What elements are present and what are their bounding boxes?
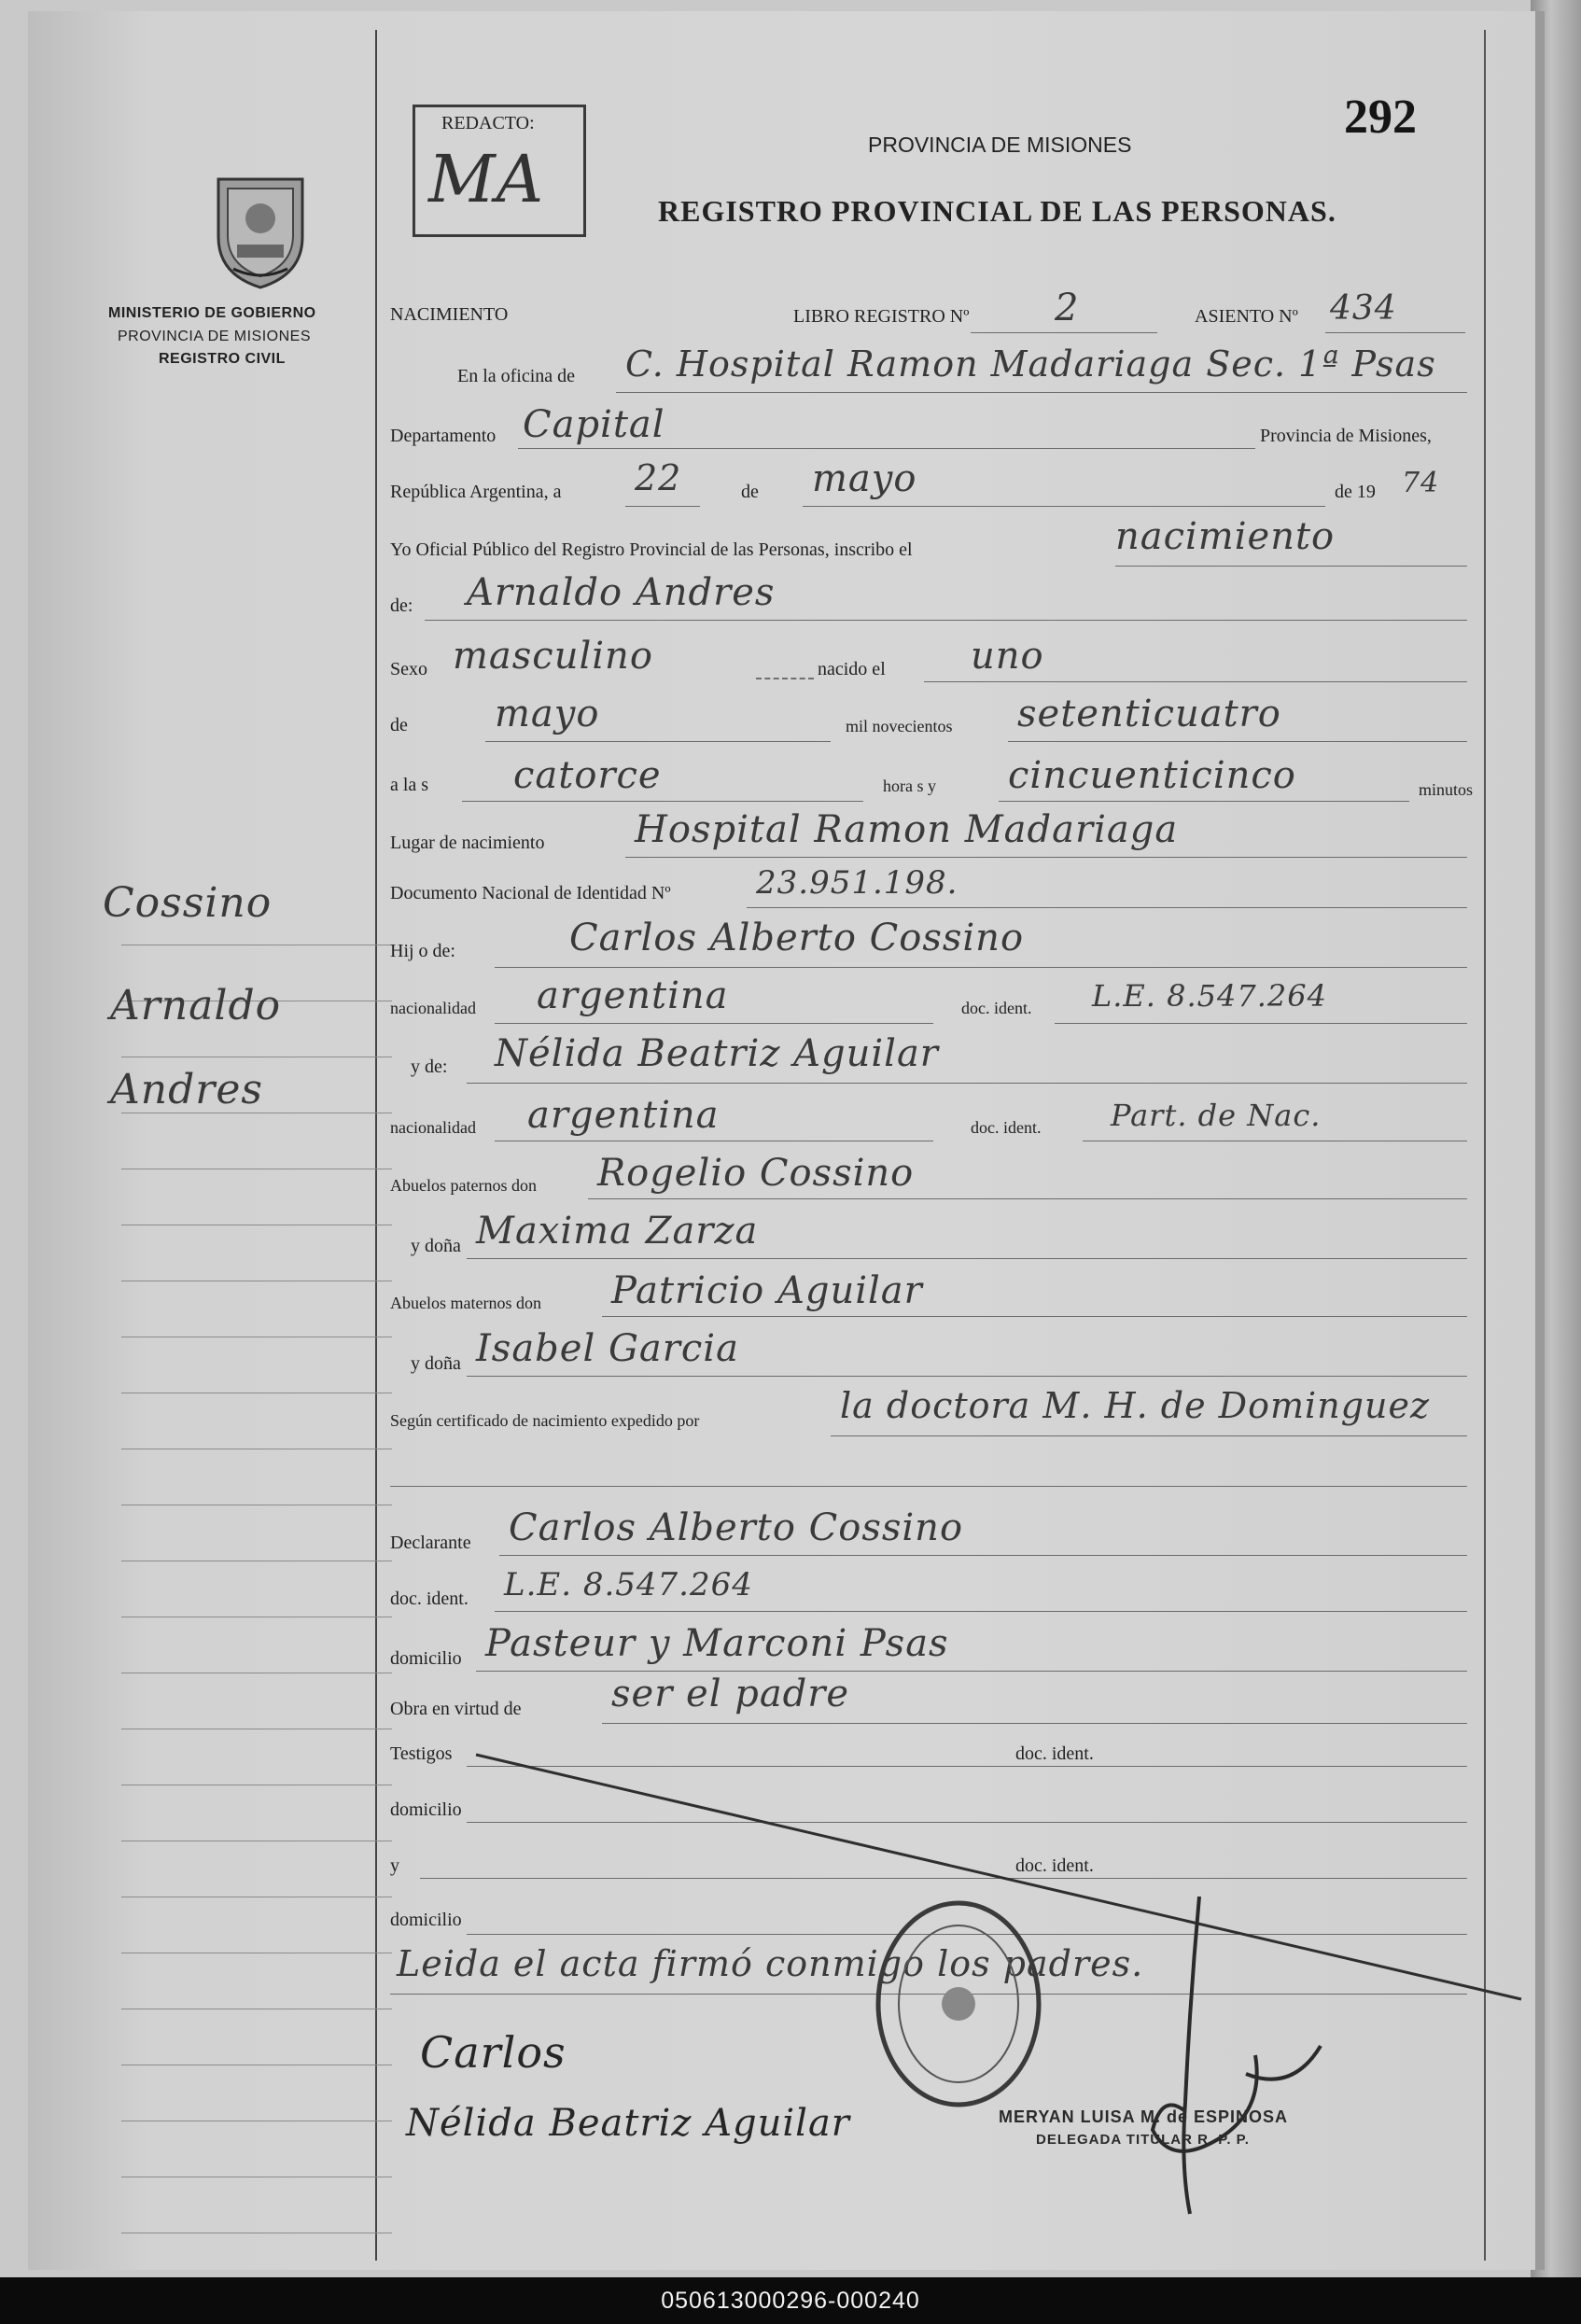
form-rule — [476, 1671, 1467, 1672]
abuelo-paterno-value: Rogelio Cossino — [597, 1152, 915, 1195]
abuela-materna-value: Isabel Garcia — [476, 1327, 739, 1370]
y-dona-2-label: y doña — [411, 1353, 461, 1374]
oficina-label: En la oficina de — [457, 366, 576, 386]
form-rule — [625, 506, 700, 507]
y-de-label: y de: — [411, 1057, 448, 1077]
asiento-label: ASIENTO Nº — [1195, 306, 1298, 327]
page — [28, 11, 1545, 2270]
margin-note-middle-name: Andres — [110, 1066, 263, 1113]
form-rule — [499, 1555, 1467, 1556]
abuelo-materno-value: Patricio Aguilar — [611, 1269, 923, 1312]
declarante-value: Carlos Alberto Cossino — [509, 1506, 964, 1549]
margin-note-surname: Cossino — [103, 879, 273, 927]
form-rule — [1008, 741, 1467, 742]
form-rule — [602, 1316, 1467, 1317]
official-title: DELEGADA TITULAR R. P. P. — [1036, 2132, 1250, 2148]
province-seal-icon — [205, 172, 315, 291]
ministry-line-2: PROVINCIA DE MISIONES — [118, 329, 311, 344]
dia-value: 22 — [635, 457, 682, 498]
de-nombre-label: de: — [390, 595, 413, 616]
lugar-label: Lugar de nacimiento — [390, 833, 545, 853]
departamento-value: Capital — [523, 403, 665, 446]
obra-label: Obra en virtud de — [390, 1699, 522, 1719]
nacimiento-heading: NACIMIENTO — [390, 304, 509, 325]
signature-father: Carlos — [420, 2027, 567, 2078]
abuelos-maternos-label: Abuelos maternos don — [390, 1294, 541, 1312]
nacionalidad-1-value: argentina — [537, 974, 729, 1017]
alas-label: a la s — [390, 775, 429, 795]
nacido-value: uno — [971, 635, 1044, 678]
form-rule — [803, 506, 1325, 507]
sexo-value: masculino — [453, 635, 653, 678]
form-rule — [467, 1376, 1467, 1377]
dni-value: 23.951.198. — [756, 864, 958, 902]
form-rule — [831, 1435, 1467, 1436]
domicilio-testigo-2-label: domicilio — [390, 1910, 462, 1930]
hora-label: hora s y — [883, 777, 936, 795]
column-line — [375, 30, 377, 2261]
ministry-line-3: REGISTRO CIVIL — [159, 351, 286, 367]
province-title: PROVINCIA DE MISIONES — [868, 133, 1132, 157]
oficina-value: C. Hospital Ramon Madariaga Sec. 1ª Psas — [625, 343, 1436, 385]
form-rule — [588, 1198, 1467, 1199]
nacionalidad-1-label: nacionalidad — [390, 999, 476, 1017]
redacto-initials: MA — [428, 141, 545, 217]
nombre-value: Arnaldo Andres — [467, 571, 776, 614]
form-rule — [495, 1611, 1467, 1612]
form-rule — [425, 620, 1467, 621]
doc-2-value: Part. de Nac. — [1111, 1098, 1322, 1133]
nacionalidad-2-value: argentina — [527, 1094, 720, 1137]
y-testigo-label: y — [390, 1855, 399, 1876]
oficial-label: Yo Oficial Público del Registro Provincial de las Personas, inscribo el — [390, 539, 913, 560]
form-rule — [495, 1023, 933, 1024]
anio-label: de 19 — [1335, 482, 1376, 502]
segun-certificado-value: la doctora M. H. de Dominguez — [840, 1385, 1430, 1426]
margin-note-first-name: Arnaldo — [110, 982, 282, 1029]
asiento-value: 434 — [1330, 289, 1397, 328]
doc-1-value: L.E. 8.547.264 — [1092, 978, 1327, 1014]
obra-value: ser el padre — [611, 1673, 850, 1715]
form-rule — [602, 1723, 1467, 1724]
form-rule — [747, 907, 1467, 908]
departamento-label: Departamento — [390, 426, 497, 446]
segun-certificado-label: Según certificado de nacimiento expedido por — [390, 1411, 700, 1430]
form-rule — [1115, 566, 1467, 567]
nacido-label: nacido el — [818, 659, 886, 679]
abuela-paterna-value: Maxima Zarza — [476, 1210, 759, 1253]
minutos-label: minutos — [1419, 780, 1474, 799]
testigos-label: Testigos — [390, 1743, 453, 1764]
nacionalidad-2-label: nacionalidad — [390, 1118, 476, 1137]
y-dona-1-label: y doña — [411, 1236, 461, 1256]
mes2-value: mayo — [495, 693, 600, 735]
form-rule — [467, 1083, 1467, 1084]
leida-el-acta-value: Leida el acta firmó conmigo los padres. — [397, 1943, 1144, 1984]
domicilio-testigo-1-label: domicilio — [390, 1799, 462, 1820]
form-rule — [1055, 1023, 1467, 1024]
minutos-value: cincuenticinco — [1008, 754, 1296, 797]
form-rule — [616, 392, 1467, 393]
madre-value: Nélida Beatriz Aguilar — [495, 1032, 939, 1075]
doc-declarante-label: doc. ident. — [390, 1589, 469, 1609]
libro-label: LIBRO REGISTRO Nº — [793, 306, 970, 327]
hora-value: catorce — [513, 754, 662, 797]
lugar-value: Hospital Ramon Madariaga — [635, 808, 1179, 851]
form-rule — [467, 1258, 1467, 1259]
form-rule — [462, 801, 863, 802]
form-rule — [971, 332, 1157, 333]
hijo-label: Hij o de: — [390, 941, 455, 961]
form-rule — [999, 801, 1409, 802]
page-number: 292 — [1344, 91, 1417, 144]
registry-title: REGISTRO PROVINCIAL DE LAS PERSONAS. — [658, 194, 1336, 228]
anio-words-value: setenticuatro — [1017, 693, 1281, 735]
abuelos-paternos-label: Abuelos paternos don — [390, 1176, 537, 1195]
form-rule — [924, 681, 1467, 682]
form-rule — [495, 967, 1467, 968]
redacto-box — [413, 105, 586, 237]
doc-testigo-1-label: doc. ident. — [1015, 1743, 1094, 1764]
doc-2-label: doc. ident. — [971, 1118, 1042, 1137]
form-rule — [518, 448, 1255, 449]
provincia-suffix: Provincia de Misiones, — [1260, 426, 1432, 446]
official-name: MERYAN LUISA M. de ESPINOSA — [999, 2107, 1289, 2126]
signature-mother: Nélida Beatriz Aguilar — [406, 2102, 850, 2145]
mil-novecientos-label: mil novecientos — [846, 717, 953, 735]
mes-value: mayo — [812, 457, 917, 500]
form-rule — [390, 1486, 1467, 1487]
anio-value: 74 — [1402, 467, 1440, 499]
doc-declarante-value: L.E. 8.547.264 — [504, 1566, 753, 1603]
form-rule — [625, 857, 1467, 858]
doc-1-label: doc. ident. — [961, 999, 1032, 1017]
de-label: de — [741, 482, 759, 502]
redacto-label: REDACTO: — [441, 113, 535, 133]
oficial-value: nacimiento — [1115, 515, 1336, 558]
doc-testigo-2-label: doc. ident. — [1015, 1855, 1094, 1876]
domicilio-value: Pasteur y Marconi Psas — [485, 1622, 949, 1665]
form-rule — [756, 678, 814, 679]
de-mes-label: de — [390, 715, 408, 735]
padre-value: Carlos Alberto Cossino — [569, 917, 1025, 959]
barcode-footer: 050613000296-000240 — [661, 2288, 920, 2314]
official-signature-icon — [1134, 1887, 1339, 2233]
libro-value: 2 — [1055, 287, 1080, 329]
declarante-label: Declarante — [390, 1533, 471, 1553]
republica-label: República Argentina, a — [390, 482, 562, 502]
sexo-label: Sexo — [390, 659, 427, 679]
dni-label: Documento Nacional de Identidad Nº — [390, 883, 671, 903]
form-rule — [485, 741, 831, 742]
ministry-line-1: MINISTERIO DE GOBIERNO — [108, 305, 316, 321]
official-stamp-icon — [873, 1897, 1045, 2111]
form-rule — [1325, 332, 1465, 333]
domicilio-label: domicilio — [390, 1648, 462, 1669]
